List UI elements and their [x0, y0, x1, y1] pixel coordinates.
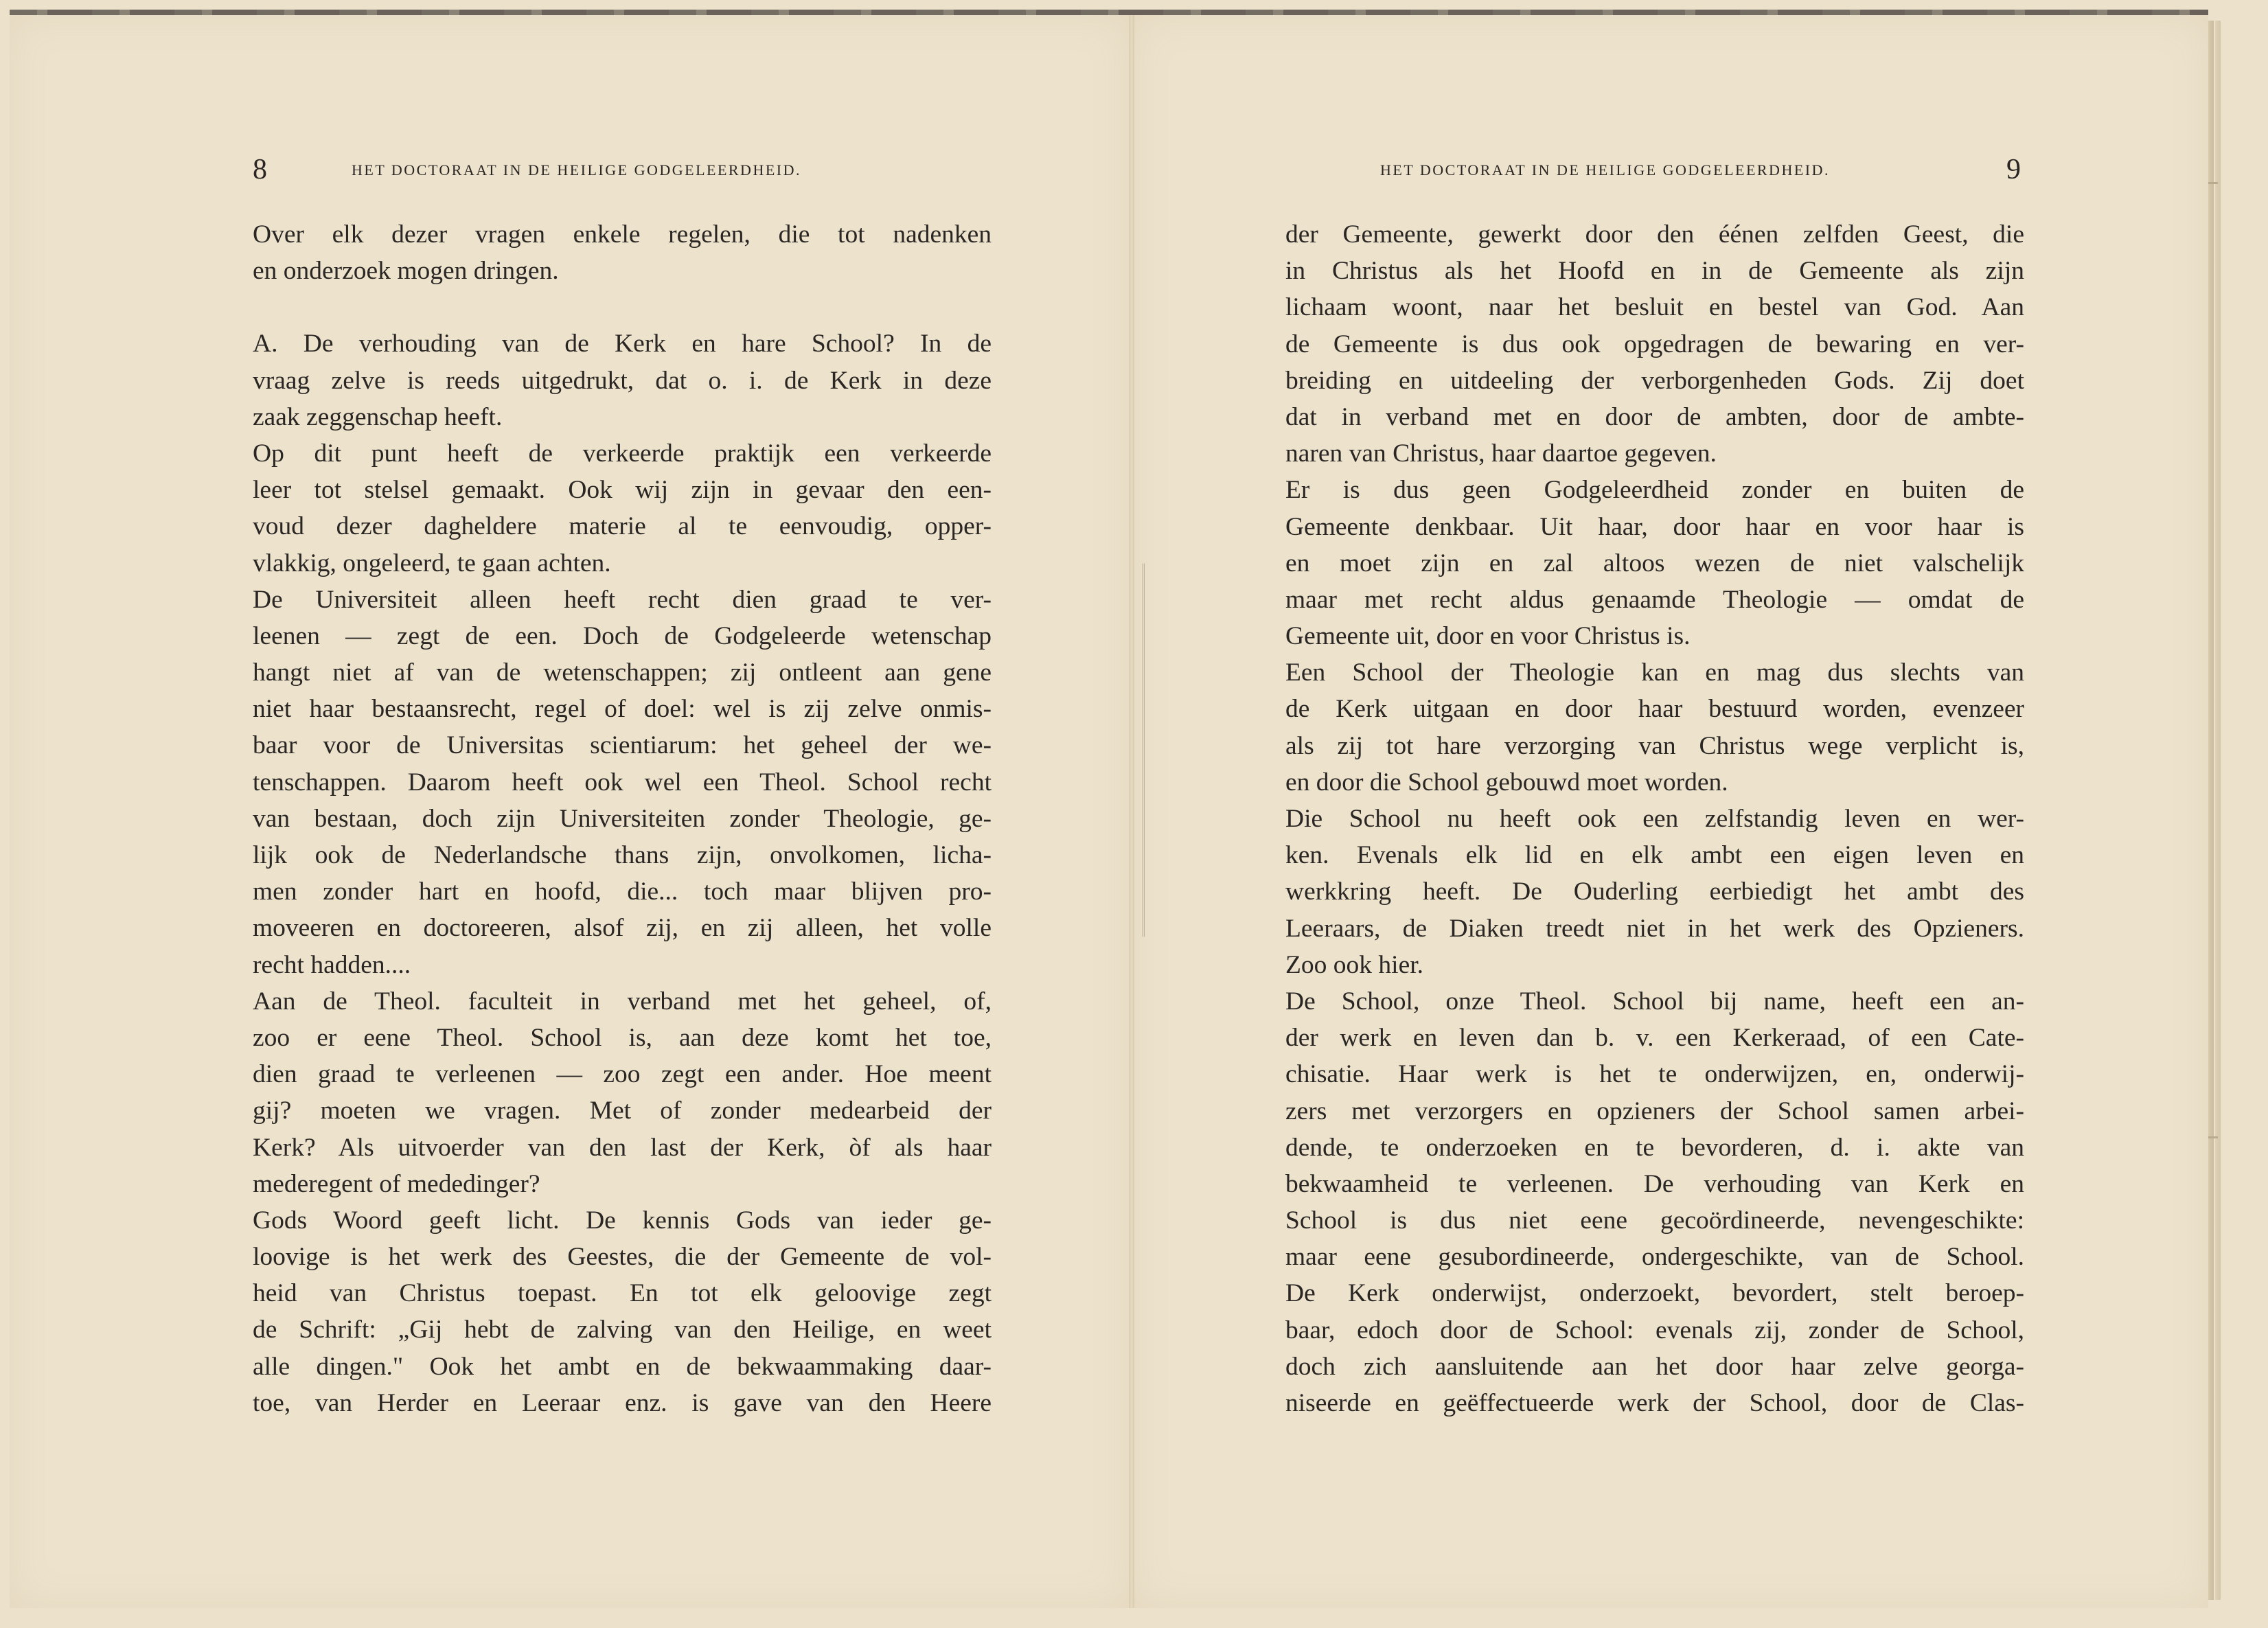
text-line: tenschappen. Daarom heeft ook wel een Theol. School recht	[253, 768, 992, 796]
text-line: maar met recht aldus genaamde Theologie — omdat de	[1285, 585, 2024, 614]
text-line: Zoo ook hier.	[1285, 950, 1424, 979]
text-line: bekwaamheid te verleenen. De verhouding van Kerk en	[1285, 1169, 2024, 1198]
text-line: dien graad te verleenen — zoo zegt een ander. Hoe meent	[253, 1060, 992, 1089]
text-line: Een School der Theologie kan en mag dus slechts van	[1285, 658, 2024, 687]
text-line: leenen — zegt de een. Doch de Godgeleerde wetenschap	[253, 621, 992, 650]
text-line: dende, te onderzoeken en te bevorderen, d. i. akte van	[1285, 1133, 2024, 1162]
text-line: Over elk dezer vragen enkele regelen, die tot nadenken	[253, 220, 992, 249]
text-line: lijk ook de Nederlandsche thans zijn, onvolkomen, licha-	[253, 841, 992, 869]
text-line: Er is dus geen Godgeleerdheid zonder en buiten de	[1285, 476, 2024, 505]
text-line: De Kerk onderwijst, onderzoekt, bevordert, stelt beroep-	[1285, 1279, 2024, 1308]
page-edge-mark	[2208, 182, 2218, 184]
text-line: in Christus als het Hoofd en in de Gemeente als zijn	[1285, 257, 2024, 286]
text-line: baar voor de Universitas scientiarum: het geheel der we-	[253, 731, 992, 760]
text-line: Gods Woord geeft licht. De kennis Gods van ieder ge-	[253, 1206, 992, 1235]
text-line: als zij tot hare verzorging van Christus wege verplicht is,	[1285, 731, 2024, 760]
text-line: vlakkig, ongeleerd, te gaan achten.	[253, 549, 611, 577]
text-line: Op dit punt heeft de verkeerde praktijk een verkeerde	[253, 439, 992, 468]
text-line: De Universiteit alleen heeft recht dien graad te ver-	[253, 585, 992, 614]
text-line: niet haar bestaansrecht, regel of doel: wel is zij zelve onmis-	[253, 695, 992, 724]
text-line: breiding en uitdeeling der verborgenheden Gods. Zij doet	[1285, 366, 2024, 395]
text-line: toe, van Herder en Leeraar enz. is gave van den Heere	[253, 1388, 992, 1417]
text-line: zers met verzorgers en opzieners der School samen arbei-	[1285, 1097, 2024, 1125]
text-line: De School, onze Theol. School bij name, heeft een an-	[1285, 987, 2024, 1016]
text-line: naren van Christus, haar daartoe gegeven.	[1285, 439, 1717, 468]
text-line: leer tot stelsel gemaakt. Ook wij zijn in gevaar den een-	[253, 476, 992, 505]
binding-stitch	[1142, 563, 1145, 937]
text-line: der werk en leven dan b. v. een Kerkeraad, of een Cate-	[1285, 1024, 2024, 1053]
text-line: niseerde en geëffectueerde werk der School, door de Clas-	[1285, 1389, 2024, 1417]
text-line: loovige is het werk des Geestes, die der Gemeente de vol-	[253, 1243, 992, 1272]
text-line: moveeren en doctoreeren, alsof zij, en zij alleen, het volle	[253, 914, 992, 943]
text-line: zoo er eene Theol. School is, aan deze komt het toe,	[253, 1023, 992, 1052]
running-head: HET DOCTORAAT IN DE HEILIGE GODGELEERDHEID.	[352, 161, 801, 179]
text-line: werkkring heeft. De Ouderling eerbiedigt het ambt des	[1285, 878, 2024, 906]
text-line: de Schrift: „Gij hebt de zalving van den Heilige, en weet	[253, 1316, 992, 1344]
text-line: doch zich aansluitende aan het door haar zelve georga-	[1285, 1352, 2024, 1381]
text-line: de Gemeente is dus ook opgedragen de bewaring en ver-	[1285, 330, 2024, 358]
text-line: maar eene gesubordineerde, ondergeschikte, van de School.	[1285, 1243, 2024, 1272]
text-line: lichaam woont, naar het besluit en bestel van God. Aan	[1285, 293, 2024, 322]
text-line: ken. Evenals elk lid en elk ambt een eigen leven en	[1285, 841, 2024, 870]
text-line: mederegent of mededinger?	[253, 1169, 540, 1198]
text-line: Kerk? Als uitvoerder van den last der Kerk, òf als haar	[253, 1133, 992, 1162]
text-line: van bestaan, doch zijn Universiteiten zonder Theologie, ge-	[253, 804, 992, 833]
text-line: vraag zelve is reeds uitgedrukt, dat o. i. de Kerk in deze	[253, 366, 992, 395]
text-line: hangt niet af van de wetenschappen; zij ontleent aan gene	[253, 658, 992, 687]
page-number: 9	[2006, 154, 2021, 185]
page-edge	[2208, 21, 2214, 1600]
text-line: baar, edoch door de School: evenals zij, zonder de School,	[1285, 1316, 2024, 1344]
text-line: gij? moeten we vragen. Met of zonder medearbeid der	[253, 1097, 992, 1125]
text-line: Die School nu heeft ook een zelfstandig leven en wer-	[1285, 805, 2024, 833]
text-line: Gemeente uit, door en voor Christus is.	[1285, 622, 1691, 651]
page-edge-mark	[2208, 1136, 2218, 1138]
page-number: 8	[253, 154, 267, 185]
text-line: voud dezer dagheldere materie al te eenvoudig, opper-	[253, 512, 992, 541]
text-line: Leeraars, de Diaken treedt niet in het werk des Opzieners.	[1285, 914, 2024, 943]
text-line: School is dus niet eene gecoördineerde, nevengeschikte:	[1285, 1206, 2024, 1235]
left-text-column	[253, 216, 992, 1421]
text-line: recht hadden....	[253, 950, 411, 979]
text-line: chisatie. Haar werk is het te onderwijzen, en, onderwij-	[1285, 1060, 2024, 1089]
paragraph-gap	[253, 289, 992, 325]
text-line: dat in verband met en door de ambten, door de ambte-	[1285, 402, 2024, 431]
text-line: alle dingen." Ook het ambt en de bekwaammaking daar-	[253, 1352, 992, 1381]
right-text-column	[1285, 216, 2024, 1421]
text-line: der Gemeente, gewerkt door den éénen zelfden Geest, die	[1285, 220, 2024, 249]
text-line: en onderzoek mogen dringen.	[253, 257, 559, 286]
text-line: Aan de Theol. faculteit in verband met het geheel, of,	[253, 987, 992, 1016]
text-line: de Kerk uitgaan en door haar bestuurd worden, evenzeer	[1285, 695, 2024, 724]
text-line: Gemeente denkbaar. Uit haar, door haar en voor haar is	[1285, 512, 2024, 541]
page-edge	[2215, 21, 2221, 1600]
text-line: zaak zeggenschap heeft.	[253, 402, 503, 431]
text-line: heid van Christus toepast. En tot elk geloovige zegt	[253, 1279, 992, 1308]
text-line: men zonder hart en hoofd, die... toch maar blijven pro-	[253, 878, 992, 906]
running-head: HET DOCTORAAT IN DE HEILIGE GODGELEERDHEID.	[1380, 161, 1830, 179]
text-line: en door die School gebouwd moet worden.	[1285, 768, 1728, 796]
book-spine	[1129, 15, 1134, 1608]
text-line: en moet zijn en zal altoos wezen de niet valschelijk	[1285, 549, 2024, 577]
text-line: A. De verhouding van de Kerk en hare School? In de	[253, 330, 992, 358]
